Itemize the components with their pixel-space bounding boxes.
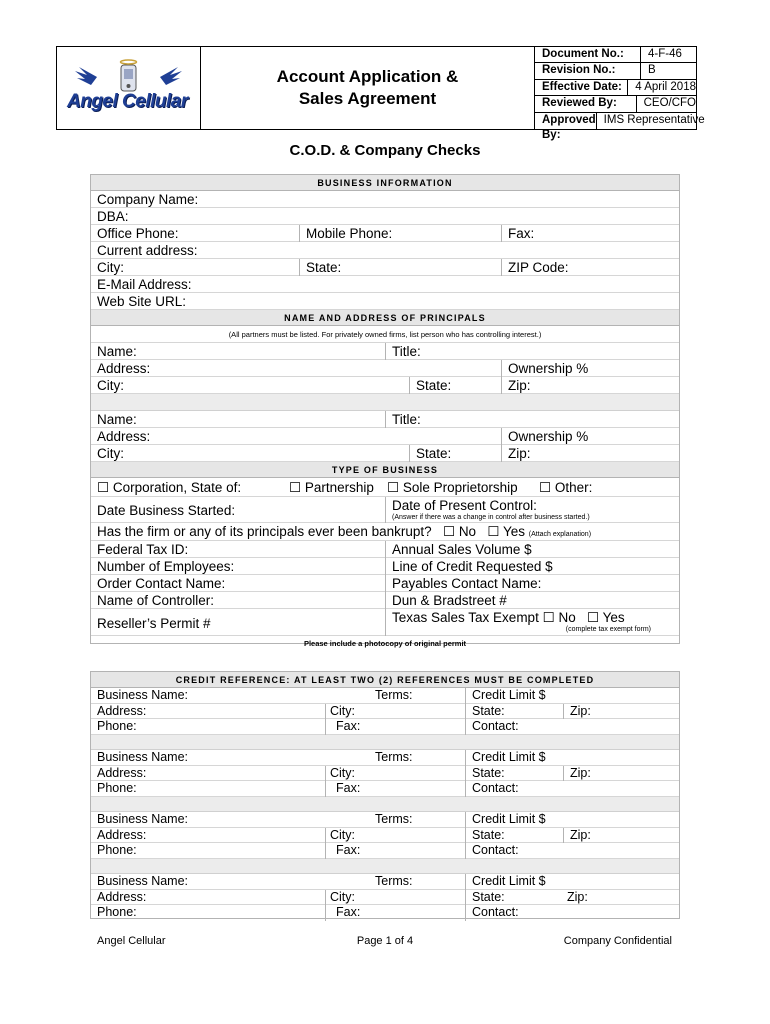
principal-2-address-row	[91, 428, 679, 445]
principal-city-field[interactable]: City:	[97, 378, 124, 393]
footer-confidential: Company Confidential	[563, 935, 672, 947]
principals-band: NAME AND ADDRESS OF PRINCIPALS	[91, 310, 679, 326]
title-line-1: Account Application &	[276, 67, 459, 86]
meta-label: Revision No.:	[535, 63, 641, 78]
document-header	[56, 46, 705, 141]
contact-field[interactable]: Contact:	[465, 843, 519, 859]
footer-company: Angel Cellular	[97, 935, 166, 947]
checkbox-icon: ☐	[97, 480, 113, 495]
reference-3-name-row	[91, 812, 679, 828]
reseller-permit-field[interactable]: Reseller’s Permit #	[97, 616, 211, 631]
date-control-label: Date of Present Control:	[392, 498, 537, 513]
mobile-phone-field[interactable]: Mobile Phone:	[299, 225, 392, 242]
principal-2-name-row	[91, 411, 679, 428]
tax-row	[91, 541, 679, 558]
principal-1-name-row	[91, 343, 679, 360]
phone-field[interactable]: Phone:	[97, 905, 137, 919]
phone-row	[91, 225, 679, 242]
current-address-label: Current address:	[97, 243, 198, 258]
sole-proprietorship-label: Sole Proprietorship	[402, 480, 518, 495]
meta-label: Reviewed By:	[535, 96, 637, 111]
business-name-field[interactable]: Business Name:	[97, 812, 189, 826]
fax-field[interactable]: Fax:	[325, 843, 360, 859]
credit-limit-field[interactable]: Credit Limit $	[465, 750, 546, 766]
credit-reference-band: CREDIT REFERENCE: AT LEAST TWO (2) REFERENCES MUST BE COMPLETED	[91, 672, 679, 688]
bankrupt-question: Has the firm or any of its principals ever been bankrupt?	[97, 524, 432, 539]
meta-value: CEO/CFO	[643, 97, 696, 110]
contact-field[interactable]: Contact:	[465, 719, 519, 735]
fax-field[interactable]: Fax:	[325, 781, 360, 797]
section-spacer	[91, 735, 679, 751]
principal-address-field[interactable]: Address:	[97, 361, 151, 376]
contact-field[interactable]: Contact:	[465, 905, 519, 921]
current-address-row[interactable]	[91, 242, 679, 259]
dba-label: DBA:	[97, 209, 129, 224]
website-row[interactable]	[91, 293, 679, 310]
principal-ownership-field[interactable]: Ownership %	[501, 428, 588, 445]
meta-label: Effective Date:	[535, 80, 628, 95]
terms-field[interactable]: Terms:	[375, 812, 413, 826]
fax-field[interactable]: Fax:	[325, 719, 360, 735]
address-field[interactable]: Address:	[97, 889, 147, 904]
reference-1-address-row	[91, 704, 679, 720]
zip-field[interactable]: Zip:	[563, 766, 591, 782]
company-name-label: Company Name:	[97, 192, 199, 207]
address-field[interactable]: Address:	[97, 827, 147, 842]
section-spacer	[91, 394, 679, 411]
zip-field[interactable]: Zip:	[563, 828, 591, 844]
business-name-field[interactable]: Business Name:	[97, 688, 189, 702]
address-field[interactable]: Address:	[97, 765, 147, 780]
controller-row	[91, 592, 679, 609]
logo-cell	[57, 47, 201, 129]
tax-exempt-no-checkbox[interactable]	[543, 610, 576, 625]
principal-state-field[interactable]: State:	[409, 445, 451, 462]
business-type-band: TYPE OF BUSINESS	[91, 462, 679, 478]
reference-2-phone-row	[91, 781, 679, 797]
sole-proprietorship-checkbox[interactable]	[387, 478, 518, 497]
meta-value: B	[648, 64, 656, 77]
annual-sales-field[interactable]: Annual Sales Volume $	[385, 541, 532, 558]
zip-code-field[interactable]: ZIP Code:	[501, 259, 569, 276]
reference-4-address-row	[91, 890, 679, 906]
reseller-row	[91, 609, 679, 636]
other-label: Other:	[554, 480, 593, 495]
website-label: Web Site URL:	[97, 294, 187, 309]
principal-name-field[interactable]: Name:	[97, 344, 137, 359]
entity-type-row	[91, 478, 679, 497]
principal-name-field[interactable]: Name:	[97, 412, 137, 427]
attach-note: (Attach explanation)	[528, 531, 592, 538]
fax-field[interactable]: Fax:	[325, 905, 360, 921]
partnership-label: Partnership	[304, 480, 374, 495]
principal-2-city-row	[91, 445, 679, 462]
no-label: No	[558, 610, 576, 625]
meta-row	[535, 96, 696, 112]
reference-2-name-row	[91, 750, 679, 766]
checkbox-icon: ☐	[387, 480, 403, 495]
city-field[interactable]: City:	[97, 260, 124, 275]
state-field[interactable]: State:	[465, 828, 505, 844]
corporation-checkbox[interactable]	[97, 478, 241, 497]
city-field[interactable]: City:	[325, 890, 355, 906]
meta-label: Document No.:	[535, 47, 641, 62]
bankrupt-row	[91, 523, 679, 541]
credit-limit-field[interactable]: Credit Limit $	[465, 812, 546, 828]
document-meta-table	[535, 47, 705, 141]
meta-row	[535, 113, 705, 141]
reference-3-phone-row	[91, 843, 679, 859]
payables-contact-field[interactable]: Payables Contact Name:	[385, 575, 541, 592]
meta-row	[535, 80, 696, 96]
bankrupt-yes-checkbox[interactable]	[480, 524, 525, 539]
other-checkbox[interactable]	[539, 478, 592, 497]
document-subtitle: C.O.D. & Company Checks	[289, 142, 481, 159]
city-row	[91, 259, 679, 276]
contact-field[interactable]: Contact:	[465, 781, 519, 797]
city-field[interactable]: City:	[325, 828, 355, 844]
principal-state-field[interactable]: State:	[409, 377, 451, 394]
state-field[interactable]: State:	[465, 704, 505, 720]
footer-page-number: Page 1 of 4	[356, 935, 414, 947]
state-field[interactable]: State:	[465, 766, 505, 782]
meta-value: 4 April 2018	[635, 80, 696, 93]
checkbox-icon: ☐	[442, 524, 459, 539]
business-info-band: BUSINESS INFORMATION	[91, 175, 679, 191]
checkbox-icon: ☐	[487, 524, 503, 539]
state-field[interactable]: State:	[299, 259, 341, 276]
office-phone-field[interactable]: Office Phone:	[97, 226, 179, 241]
document-title	[201, 47, 535, 129]
email-row[interactable]	[91, 276, 679, 293]
checkbox-icon: ☐	[539, 480, 555, 495]
reference-3-address-row	[91, 828, 679, 844]
company-name-row[interactable]	[91, 191, 679, 208]
terms-field[interactable]: Terms:	[375, 688, 413, 702]
terms-field[interactable]: Terms:	[375, 874, 413, 888]
reference-1-name-row	[91, 688, 679, 704]
fax-field[interactable]: Fax:	[501, 225, 534, 242]
terms-field[interactable]: Terms:	[375, 750, 413, 764]
partnership-checkbox[interactable]	[289, 478, 374, 497]
principal-address-field[interactable]: Address:	[97, 429, 151, 444]
meta-label: Approved By:	[535, 113, 597, 129]
federal-tax-id-field[interactable]: Federal Tax ID:	[97, 542, 189, 557]
principal-title-field[interactable]: Title:	[385, 411, 421, 428]
reference-4-phone-row	[91, 905, 679, 921]
business-name-field[interactable]: Business Name:	[97, 874, 189, 888]
principal-city-field[interactable]: City:	[97, 446, 124, 461]
credit-requested-field[interactable]: Line of Credit Requested $	[385, 558, 553, 575]
city-field[interactable]: City:	[325, 766, 355, 782]
credit-limit-field[interactable]: Credit Limit $	[465, 874, 546, 890]
date-control-field[interactable]	[385, 497, 590, 523]
date-started-field[interactable]: Date Business Started:	[97, 503, 236, 518]
tax-exempt-note: (complete tax exempt form)	[565, 626, 651, 633]
principal-zip-field[interactable]: Zip:	[501, 377, 531, 394]
dun-bradstreet-field[interactable]: Dun & Bradstreet #	[385, 592, 507, 609]
address-field[interactable]: Address:	[97, 703, 147, 718]
checkbox-icon: ☐	[587, 610, 603, 625]
order-contact-field[interactable]: Order Contact Name:	[97, 576, 226, 591]
application-form	[90, 174, 680, 648]
yes-label: Yes	[502, 524, 525, 539]
reference-2-address-row	[91, 766, 679, 782]
principal-zip-field[interactable]: Zip:	[501, 445, 531, 462]
dba-row[interactable]	[91, 208, 679, 225]
meta-value: 4-F-46	[648, 48, 682, 60]
checkbox-icon: ☐	[542, 610, 559, 625]
employees-field[interactable]: Number of Employees:	[97, 559, 235, 574]
no-label: No	[458, 524, 477, 539]
corporation-label: Corporation, State of:	[112, 480, 242, 495]
meta-row	[535, 47, 696, 63]
dates-row	[91, 497, 679, 523]
yes-label: Yes	[602, 610, 625, 625]
credit-limit-field[interactable]: Credit Limit $	[465, 688, 546, 704]
principals-note: (All partners must be listed. For privately owned firms, list person who has controlling interest.)	[91, 326, 679, 343]
phone-field[interactable]: Phone:	[97, 843, 137, 857]
date-control-note: (Answer if there was a change in control after business started.)	[392, 514, 590, 521]
title-line-2: Sales Agreement	[298, 89, 437, 108]
phone-field[interactable]: Phone:	[97, 719, 137, 733]
reference-4-name-row	[91, 874, 679, 890]
reference-1-phone-row	[91, 719, 679, 735]
photocopy-note: Please include a photocopy of original permit	[303, 639, 467, 648]
meta-value: IMS Representative	[603, 113, 705, 126]
principal-1-address-row	[91, 360, 679, 377]
credit-reference-form	[90, 671, 680, 919]
tax-exempt-label: Texas Sales Tax Exempt	[392, 610, 539, 625]
logo-text: Angel Cellular	[67, 91, 188, 112]
zip-field[interactable]: Zip:	[563, 704, 591, 720]
business-name-field[interactable]: Business Name:	[97, 750, 189, 764]
state-field[interactable]: State:	[465, 890, 505, 906]
meta-row	[535, 63, 696, 79]
principal-title-field[interactable]: Title:	[385, 343, 421, 360]
zip-field[interactable]: Zip:	[567, 889, 588, 904]
tax-exempt-yes-checkbox[interactable]	[579, 610, 624, 625]
section-spacer	[91, 797, 679, 813]
phone-field[interactable]: Phone:	[97, 781, 137, 795]
principal-1-city-row	[91, 377, 679, 394]
section-spacer	[91, 859, 679, 875]
contacts-row	[91, 575, 679, 592]
controller-field[interactable]: Name of Controller:	[97, 593, 215, 608]
checkbox-icon: ☐	[289, 480, 305, 495]
employees-row	[91, 558, 679, 575]
bankrupt-no-checkbox[interactable]	[435, 524, 476, 539]
email-label: E-Mail Address:	[97, 277, 192, 292]
city-field[interactable]: City:	[325, 704, 355, 720]
principal-ownership-field[interactable]: Ownership %	[501, 360, 588, 377]
